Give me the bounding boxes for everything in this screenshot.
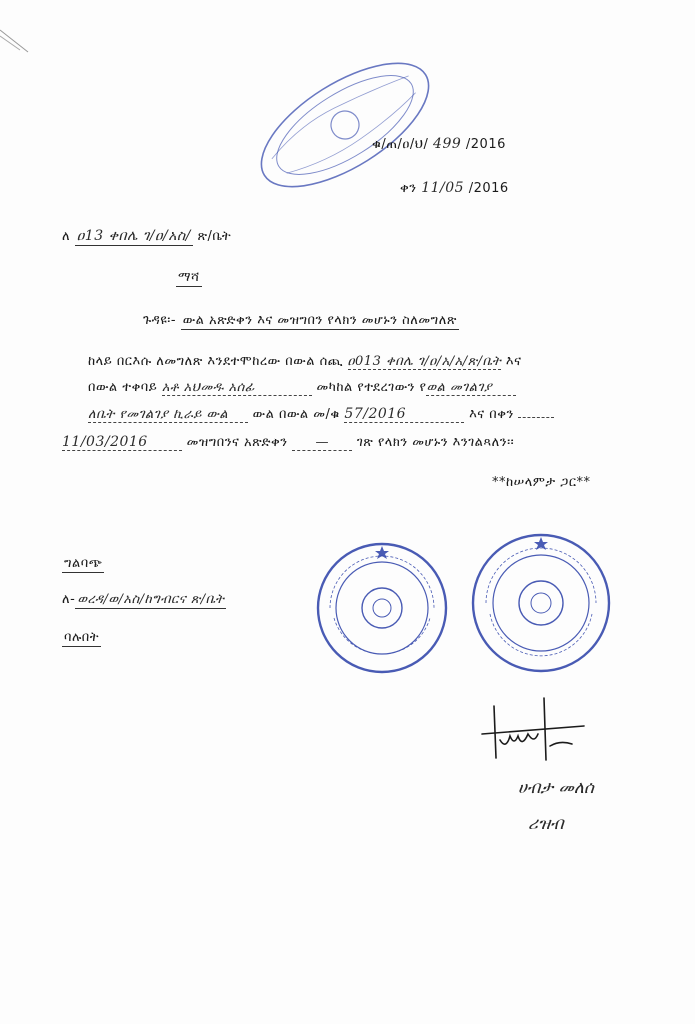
cc-label-text: ግልባጭ — [64, 556, 103, 571]
corner-mark-icon — [0, 0, 40, 40]
location-text: ማሻ — [178, 270, 200, 285]
body-line-3-blank — [518, 407, 554, 418]
addressee-prefix: ለ — [62, 229, 71, 244]
reference-date — [400, 180, 509, 196]
reference-number-prefix: ቁ/ጠ/ዐ/ህ/ — [372, 137, 429, 152]
location-line — [176, 270, 202, 285]
reference-date-value: 11/05 — [421, 180, 465, 196]
body-line-4-hand: 11/03/2016 — [62, 434, 182, 451]
addressee-name: ዐ13 ቀበሌ ገ/ዐ/አስ/ — [76, 228, 191, 244]
signature-mark-icon — [480, 690, 590, 770]
body-line-3-hand: ለቤት የመገልገያ ኪራይ ውል — [88, 407, 248, 423]
body-line-2-hand-2: ወል መገልገያ — [426, 380, 516, 396]
subject-line — [143, 313, 459, 328]
reference-date-prefix: ቀን — [400, 181, 417, 196]
stamp-seal-icon — [245, 55, 445, 195]
body-line-4-hand-2: — — [292, 435, 352, 451]
reference-number-value: 499 — [433, 136, 462, 152]
addressee-line — [62, 228, 231, 244]
body-line-1-hand: ዐ013 ቀበሌ ገ/ዐ/አ/አ/ጽ/ቤት — [347, 354, 502, 369]
stamp-seal-icon — [466, 528, 616, 678]
body-line-2-text-b: መካከል የተደረገውን የ — [316, 380, 427, 395]
signatory-name: ሀብታ መለሰ — [518, 778, 594, 798]
reference-date-year: /2016 — [468, 181, 509, 196]
addressee-suffix: ጽ/ቤት — [197, 229, 232, 244]
reference-number-year: /2016 — [465, 137, 506, 152]
body-line-3-text-a: ውል በውል መ/ቁ — [252, 407, 340, 422]
body-line-4-text-a: መዝግበንና አጽድቀን — [186, 435, 288, 450]
stamp-seal-icon — [312, 538, 452, 678]
body-line-1 — [88, 354, 522, 370]
body-line-2-hand: አቶ አህመዱ አሰፊ — [162, 380, 312, 396]
body-line-3 — [88, 406, 554, 423]
cc-item-2-text: ባሉበት — [64, 630, 99, 645]
body-line-1-text-a: ከላይ በርእሱ ለመግለጽ እንደተሞከረው በውል ሰጪ — [88, 354, 343, 369]
signatory-title: ሪዝብ — [528, 814, 564, 834]
subject-label: ጉዳዩ፡- — [143, 313, 177, 328]
cc-item-prefix: ለ- — [62, 592, 76, 607]
body-line-1-text-b: እና — [505, 354, 522, 369]
reference-number — [372, 136, 506, 152]
subject-text: ውል አጽድቀን እና መዝግበን የላክን መሆኑን ስለመግለጽ — [182, 313, 457, 328]
body-line-3-text-b: እና በቀን — [469, 407, 514, 422]
body-line-3-hand-2: 57/2016 — [344, 406, 464, 423]
body-line-2-text-a: በውል ተቀባይ — [88, 380, 158, 395]
closing-text: **ከሠላምታ ጋር** — [492, 475, 591, 490]
body-line-4-text-b: ገጽ የላክን መሆኑን እንገልጻለን፡፡ — [356, 435, 515, 450]
cc-item-2 — [62, 630, 101, 645]
cc-label — [62, 556, 104, 571]
cc-item-text: ወረዳ/ወ/አስ/ከግብርና ጽ/ቤት — [77, 592, 225, 607]
cc-item — [62, 592, 226, 607]
body-line-2 — [88, 380, 516, 396]
body-line-4 — [62, 434, 514, 451]
